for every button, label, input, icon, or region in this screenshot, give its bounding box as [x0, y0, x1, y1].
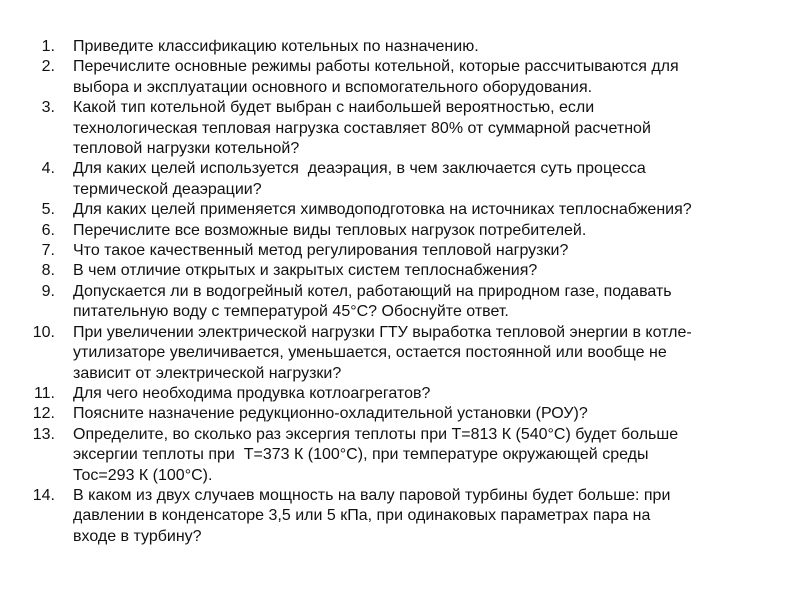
list-item: [0, 98, 800, 159]
text-line: давлении в конденсаторе 3,5 или 5 кПа, при одинаковых параметрах пара на: [73, 507, 651, 525]
text-line: утилизаторе увеличивается, уменьшается, остается постоянной или вообще не: [73, 344, 667, 362]
text-line: питательную воду с температурой 45°С? Обоснуйте ответ.: [73, 303, 509, 321]
item-number: 1.: [41, 38, 55, 55]
text-line: Поясните назначение редукционно-охладительной установки (РОУ)?: [73, 405, 588, 423]
list-item: [0, 282, 800, 323]
item-text: [73, 241, 773, 261]
text-line: Для каких целей применяется химводоподготовка на источниках теплоснабжения?: [73, 201, 692, 219]
list-item: [0, 57, 800, 98]
text-line: технологическая тепловая нагрузка составляет 80% от суммарной расчетной: [73, 119, 651, 137]
item-number: 6.: [41, 221, 55, 239]
text-line: При увеличении электрической нагрузки ГТУ выработка тепловой энергии в котле-: [73, 323, 692, 341]
list-item: [0, 241, 800, 261]
text-line: выбора и эксплуатации основного и вспомогательного оборудования.: [73, 78, 593, 96]
item-number: 10.: [32, 323, 55, 341]
item-text: [73, 200, 773, 220]
item-text: [73, 261, 773, 281]
item-number: 9.: [41, 282, 55, 300]
item-text: [73, 221, 773, 241]
list-item: [0, 404, 800, 424]
item-text: [73, 282, 773, 323]
list-item: [0, 37, 800, 57]
item-text: [73, 98, 773, 159]
text-line: Перечислите все возможные виды тепловых нагрузок потребителей.: [73, 221, 587, 239]
text-line: Тос=293 К (100°С).: [73, 466, 213, 484]
list-item: [0, 159, 800, 200]
item-number: 8.: [41, 262, 55, 280]
list-item: [0, 384, 800, 404]
item-number: 14.: [32, 486, 55, 504]
text-line: В чем отличие открытых и закрытых систем теплоснабжения?: [73, 262, 538, 280]
text-line: Перечислите основные режимы работы котельной, которые рассчитываются для: [73, 58, 679, 76]
text-line: Определите, во сколько раз эксергия теплоты при Т=813 К (540°С) будет больше: [73, 425, 679, 443]
item-number: 11.: [33, 384, 55, 402]
item-number: 7.: [41, 242, 55, 260]
list-item: [0, 425, 800, 486]
list-item: [0, 323, 800, 384]
text-line: Что такое качественный метод регулирования тепловой нагрузки?: [73, 242, 569, 260]
item-text: [73, 57, 773, 98]
text-line: входе в турбину?: [73, 527, 202, 545]
text-line: Допускается ли в водогрейный котел, работающий на природном газе, подавать: [73, 282, 672, 300]
text-line: Для каких целей используется деаэрация, в чем заключается суть процесса: [73, 160, 646, 178]
list-item: [0, 486, 800, 547]
item-number: 3.: [41, 99, 55, 117]
text-line: Какой тип котельной будет выбран с наибольшей вероятностью, если: [73, 99, 595, 117]
item-number: 5.: [41, 201, 55, 219]
item-text: [73, 323, 773, 384]
text-line: В каком из двух случаев мощность на валу паровой турбины будет больше: при: [73, 486, 671, 504]
item-number: 12.: [32, 405, 55, 423]
text-line: зависит от электрической нагрузки?: [73, 364, 342, 382]
item-text: [73, 486, 773, 547]
text-line: тепловой нагрузки котельной?: [73, 140, 300, 158]
list-item: [0, 261, 800, 281]
item-text: [73, 404, 773, 424]
text-line: эксергии теплоты при Т=373 К (100°С), при температуре окружающей среды: [73, 446, 649, 464]
item-text: [73, 159, 773, 200]
question-list: [0, 37, 800, 547]
item-number: 2.: [41, 58, 55, 76]
item-text: [73, 37, 773, 57]
item-number: 4.: [41, 160, 55, 178]
text-line: Приведите классификацию котельных по назначению.: [73, 38, 479, 55]
list-item: [0, 221, 800, 241]
item-text: [73, 384, 773, 404]
list-item: [0, 200, 800, 220]
item-text: [73, 425, 773, 486]
text-line: термической деаэрации?: [73, 180, 262, 198]
text-line: Для чего необходима продувка котлоагрегатов?: [73, 384, 431, 402]
item-number: 13.: [32, 425, 55, 443]
